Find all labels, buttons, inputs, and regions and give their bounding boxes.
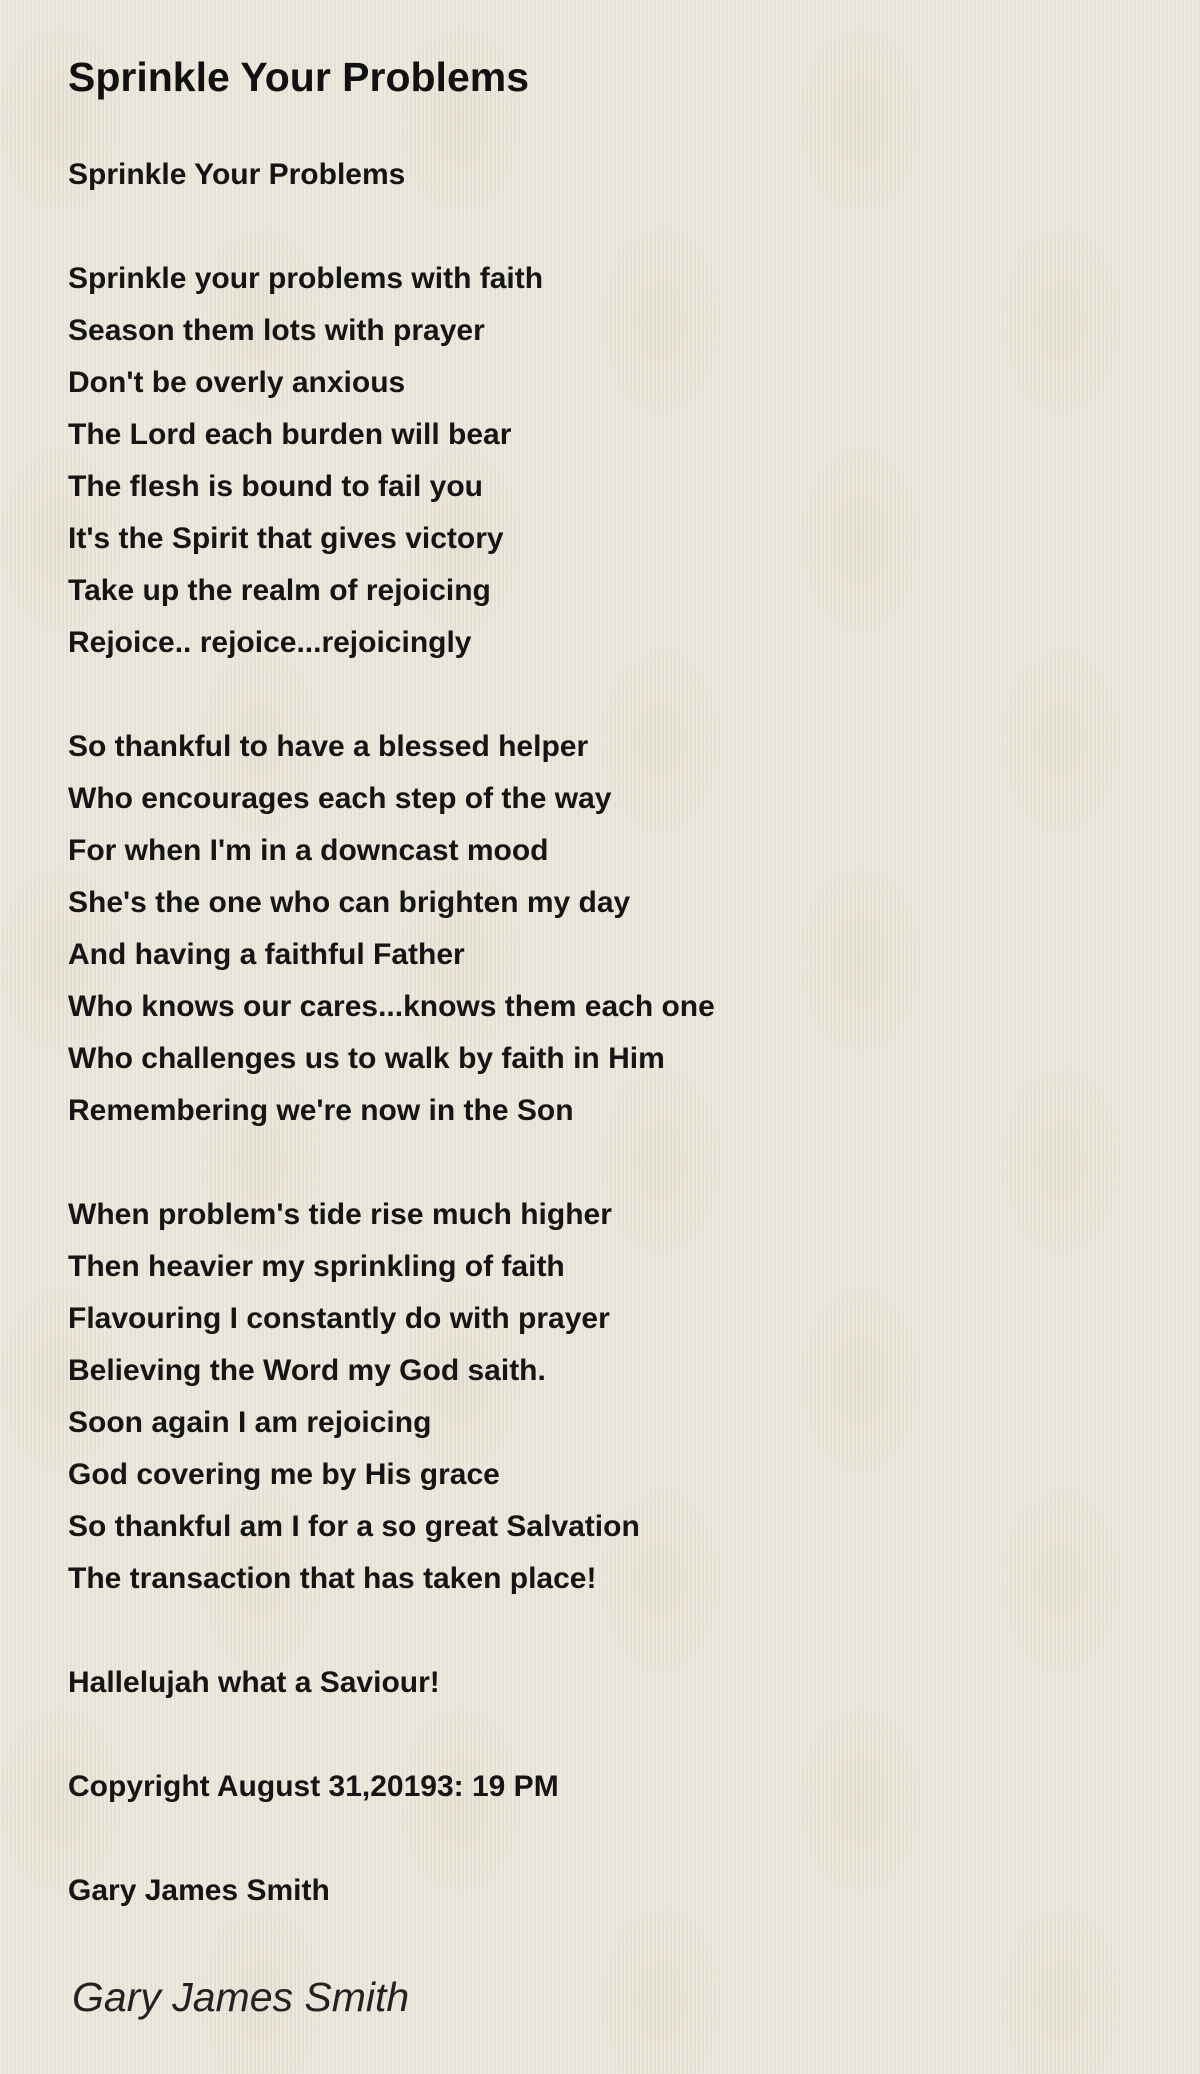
stanza-break [68, 669, 1148, 721]
poem-line: She's the one who can brighten my day [68, 886, 631, 919]
author-signature: Gary James Smith [72, 1974, 410, 2020]
poem-line: The flesh is bound to fail you [68, 470, 484, 503]
poem-line: Gary James Smith [68, 1874, 330, 1907]
poem-line: The transaction that has taken place! [68, 1562, 597, 1595]
poem-line: So thankful am I for a so great Salvation [68, 1510, 640, 1543]
poem-line: Take up the realm of rejoicing [68, 574, 491, 607]
stanza-break [68, 1137, 1148, 1189]
poem-line: For when I'm in a downcast mood [68, 834, 549, 867]
poem-body [68, 149, 1148, 1917]
poem-line: God covering me by His grace [68, 1458, 500, 1491]
poem-line: Soon again I am rejoicing [68, 1406, 432, 1439]
poem-line: Who challenges us to walk by faith in Him [68, 1042, 665, 1075]
poem-line: Rejoice.. rejoice...rejoicingly [68, 626, 472, 659]
poem-line: Sprinkle Your Problems [68, 158, 406, 191]
poem-line: Copyright August 31,20193: 19 PM [68, 1770, 559, 1803]
poem-line: Then heavier my sprinkling of faith [68, 1250, 565, 1283]
poem-line: Sprinkle your problems with faith [68, 262, 544, 295]
stanza-break [68, 1605, 1148, 1657]
poem-line: The Lord each burden will bear [68, 418, 512, 451]
stanza-break [68, 201, 1148, 253]
poem-line: When problem's tide rise much higher [68, 1198, 612, 1231]
poem-line: Hallelujah what a Saviour! [68, 1666, 440, 1699]
stanza-break [68, 1813, 1148, 1865]
poem-line: Flavouring I constantly do with prayer [68, 1302, 610, 1335]
poem-line: Who encourages each step of the way [68, 782, 612, 815]
poem-line: Remembering we're now in the Son [68, 1094, 574, 1127]
poem-line: So thankful to have a blessed helper [68, 730, 589, 763]
poem-line: Season them lots with prayer [68, 314, 485, 347]
poem-title: Sprinkle Your Problems [68, 54, 530, 100]
poem-line: And having a faithful Father [68, 938, 465, 971]
poem-line: Believing the Word my God saith. [68, 1354, 546, 1387]
poem-line: Don't be overly anxious [68, 366, 406, 399]
poem-line: Who knows our cares...knows them each one [68, 990, 715, 1023]
poem-line: It's the Spirit that gives victory [68, 522, 504, 555]
stanza-break [68, 1709, 1148, 1761]
